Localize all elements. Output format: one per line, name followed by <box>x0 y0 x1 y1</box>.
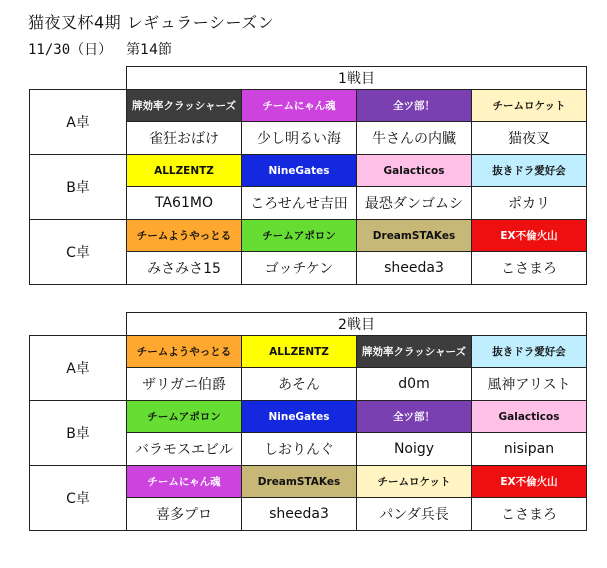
round-table <box>29 66 587 285</box>
team-cell: 牌効率クラッシャーズ <box>127 90 242 122</box>
team-cell: DreamSTAKes <box>242 466 357 498</box>
schedule-subtitle <box>28 39 172 59</box>
table-label: A卓 <box>30 336 127 401</box>
player-cell: d0m <box>357 368 472 401</box>
team-cell: 抜きドラ愛好会 <box>472 155 587 187</box>
round-number: 第14節 <box>126 42 172 58</box>
team-cell: 牌効率クラッシャーズ <box>357 336 472 368</box>
team-cell: NineGates <box>242 401 357 433</box>
player-cell: sheeda3 <box>357 252 472 285</box>
team-cell: Galacticos <box>357 155 472 187</box>
player-cell: 最恐ダンゴムシ <box>357 187 472 220</box>
table-label: C卓 <box>30 466 127 531</box>
player-cell: 雀狂おばけ <box>127 122 242 155</box>
team-cell: チームロケット <box>357 466 472 498</box>
player-cell: 牛さんの内臓 <box>357 122 472 155</box>
table-label: A卓 <box>30 90 127 155</box>
team-cell: チームにゃん魂 <box>242 90 357 122</box>
team-cell: 抜きドラ愛好会 <box>472 336 587 368</box>
table-label: B卓 <box>30 155 127 220</box>
player-cell: Noigy <box>357 433 472 466</box>
player-cell: バラモスエビル <box>127 433 242 466</box>
team-cell: チームアポロン <box>242 220 357 252</box>
table-label: C卓 <box>30 220 127 285</box>
player-cell: TA61MO <box>127 187 242 220</box>
round-header: 2戦目 <box>127 313 587 336</box>
player-cell: 猫夜叉 <box>472 122 587 155</box>
player-cell: 喜多プロ <box>127 498 242 531</box>
team-cell: EX不倫火山 <box>472 220 587 252</box>
player-cell: ころせんせ吉田 <box>242 187 357 220</box>
team-cell: 全ツ部！ <box>357 401 472 433</box>
round-header: 1戦目 <box>127 67 587 90</box>
player-cell: 風神アリスト <box>472 368 587 401</box>
team-cell: NineGates <box>242 155 357 187</box>
team-cell: チームようやっとる <box>127 220 242 252</box>
team-cell: チームアポロン <box>127 401 242 433</box>
player-cell: ザリガニ伯爵 <box>127 368 242 401</box>
match-date: 11/30（日） <box>28 42 113 58</box>
round-table <box>29 312 587 531</box>
corner-cell <box>30 67 127 90</box>
player-cell: sheeda3 <box>242 498 357 531</box>
player-cell: 少し明るい海 <box>242 122 357 155</box>
team-cell: チームにゃん魂 <box>127 466 242 498</box>
team-cell: DreamSTAKes <box>357 220 472 252</box>
team-cell: 全ツ部！ <box>357 90 472 122</box>
corner-cell <box>30 313 127 336</box>
team-cell: EX不倫火山 <box>472 466 587 498</box>
player-cell: nisipan <box>472 433 587 466</box>
player-cell: みさみさ15 <box>127 252 242 285</box>
player-cell: こさまろ <box>472 498 587 531</box>
team-cell: チームロケット <box>472 90 587 122</box>
team-cell: Galacticos <box>472 401 587 433</box>
player-cell: ゴッチケン <box>242 252 357 285</box>
player-cell: あそん <box>242 368 357 401</box>
team-cell: ALLZENTZ <box>127 155 242 187</box>
player-cell: こさまろ <box>472 252 587 285</box>
player-cell: パンダ兵長 <box>357 498 472 531</box>
team-cell: チームようやっとる <box>127 336 242 368</box>
table-label: B卓 <box>30 401 127 466</box>
player-cell: ポカリ <box>472 187 587 220</box>
team-cell: ALLZENTZ <box>242 336 357 368</box>
page-title: 猫夜叉杯4期 レギュラーシーズン <box>28 13 275 32</box>
player-cell: しおりんぐ <box>242 433 357 466</box>
